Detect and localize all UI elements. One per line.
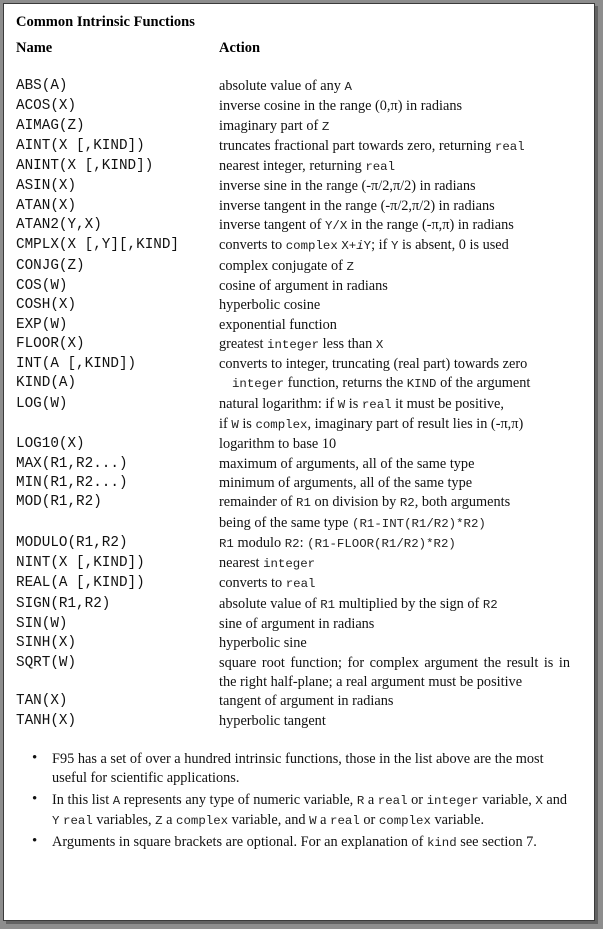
function-action-cell: hyperbolic tangent [219, 712, 326, 729]
table-row [16, 355, 582, 374]
function-name-cell: SINH(X) [16, 635, 77, 652]
table-row [16, 117, 582, 137]
table-header-row [16, 39, 582, 60]
function-name-cell: LOG10(X) [16, 436, 85, 453]
table-row [16, 634, 582, 653]
list-item [16, 833, 568, 853]
function-name-cell: ACOS(X) [16, 98, 77, 115]
table-row [16, 296, 582, 315]
function-name-cell: FLOOR(X) [16, 335, 85, 352]
function-action-cell: remainder of R1 on division by R2, both arguments being of the same type (R1-INT(R1/R2)*R2) [219, 494, 511, 531]
function-name-cell: ATAN(X) [16, 197, 77, 214]
function-name-cell: MAX(R1,R2...) [16, 455, 128, 472]
function-action-cell: integer function, returns the KIND of the argument [232, 375, 531, 392]
function-action-cell: inverse tangent in the range (-π/2,π/2) in radians [219, 197, 495, 214]
function-name-cell: MOD(R1,R2) [16, 494, 102, 511]
list-item [16, 750, 568, 789]
page-title: Common Intrinsic Functions [16, 14, 195, 30]
function-name-cell: LOG(W) [16, 395, 68, 412]
intrinsic-functions-table [16, 39, 582, 731]
table-row [16, 257, 582, 277]
function-name-cell: COS(W) [16, 277, 68, 294]
function-name-cell: SQRT(W) [16, 654, 77, 671]
function-action-cell: truncates fractional part towards zero, returning real [219, 137, 525, 154]
bullet-icon: • [32, 749, 38, 766]
function-action-cell: nearest integer, returning real [219, 158, 396, 175]
function-action-cell: tangent of argument in radians [219, 693, 394, 710]
table-row [16, 554, 582, 574]
function-action-cell: converts to integer, truncating (real part) towards zero [219, 356, 528, 373]
function-action-cell: absolute value of R1 multiplied by the sign of R2 [219, 595, 498, 612]
table-row [16, 455, 582, 474]
function-action-cell: square root function; for complex argument the result is in the right half-plane; a real argument must be positive [219, 654, 570, 690]
function-action-cell: maximum of arguments, all of the same type [219, 455, 475, 472]
function-name-cell: COSH(X) [16, 297, 77, 314]
table-row [16, 374, 582, 394]
table-row [16, 435, 582, 454]
function-name-cell: SIGN(R1,R2) [16, 595, 111, 612]
function-name-cell: SIN(W) [16, 616, 68, 633]
table-row [16, 316, 582, 335]
table-row [16, 654, 582, 693]
list-item-text: F95 has a set of over a hundred intrinsic functions, those in the list above are the most useful for scientific applications. [52, 750, 544, 787]
function-action-cell: logarithm to base 10 [219, 436, 337, 453]
table-row [16, 474, 582, 493]
function-action-cell: nearest integer [219, 555, 316, 572]
function-name-cell: REAL(A [,KIND]) [16, 575, 145, 592]
function-name-cell: KIND(A) [16, 375, 77, 392]
function-action-cell: R1 modulo R2: (R1-FLOOR(R1/R2)*R2) [219, 534, 456, 551]
function-action-cell: absolute value of any A [219, 78, 352, 94]
function-name-cell: ATAN2(Y,X) [16, 217, 102, 234]
column-header-name: Name [16, 40, 53, 56]
table-row [16, 77, 582, 97]
function-name-cell: ABS(A) [16, 78, 68, 94]
column-header-action: Action [219, 40, 261, 56]
notes-list [16, 750, 582, 854]
list-item-text: In this list A represents any type of numeric variable, R a real or integer variable, X and Y real variables, Z a complex variable, and W a real or complex variable. [52, 791, 568, 829]
table-row [16, 712, 582, 731]
function-name-cell: TANH(X) [16, 712, 77, 729]
function-name-cell: CONJG(Z) [16, 257, 85, 274]
table-row [16, 197, 582, 216]
table-row [16, 493, 582, 534]
table-row [16, 534, 582, 554]
table-row [16, 157, 582, 177]
function-name-cell: ANINT(X [,KIND]) [16, 158, 154, 175]
function-action-cell: converts to real [219, 575, 316, 592]
table-row [16, 395, 582, 436]
function-name-cell: AINT(X [,KIND]) [16, 137, 145, 154]
table-row [16, 236, 582, 256]
function-action-cell: hyperbolic cosine [219, 297, 321, 314]
function-action-cell: converts to complex X+iY; if Y is absent, 0 is used [219, 237, 509, 254]
function-action-cell: inverse tangent of Y/X in the range (-π,π) in radians [219, 217, 514, 234]
table-row [16, 216, 582, 236]
function-action-cell: hyperbolic sine [219, 635, 307, 652]
function-name-cell: MODULO(R1,R2) [16, 534, 128, 551]
table-row [16, 97, 582, 116]
function-name-cell: AIMAG(Z) [16, 117, 85, 134]
function-name-cell: CMPLX(X [,Y][,KIND] [16, 237, 180, 254]
table-row [16, 277, 582, 296]
function-action-cell: exponential function [219, 316, 337, 333]
function-name-cell: INT(A [,KIND]) [16, 356, 137, 373]
function-action-cell: greatest integer less than X [219, 335, 384, 352]
bullet-icon: • [32, 790, 38, 807]
function-name-cell: EXP(W) [16, 316, 68, 333]
table-row [16, 137, 582, 157]
function-name-cell: NINT(X [,KIND]) [16, 555, 145, 572]
function-action-cell: cosine of argument in radians [219, 277, 388, 294]
list-item-text: Arguments in square brackets are optional. For an explanation of kind see section 7. [52, 834, 537, 851]
function-action-cell: inverse cosine in the range (0,π) in radians [219, 98, 463, 115]
table-row [16, 177, 582, 196]
function-action-cell: imaginary part of Z [219, 117, 330, 134]
table-row [16, 692, 582, 711]
function-action-cell: inverse sine in the range (-π/2,π/2) in radians [219, 178, 476, 195]
function-name-cell: TAN(X) [16, 693, 68, 710]
table-body [16, 60, 582, 731]
function-action-cell: minimum of arguments, all of the same type [219, 474, 473, 491]
table-row [16, 595, 582, 615]
header-spacer-row [16, 60, 582, 77]
function-action-cell: sine of argument in radians [219, 616, 375, 633]
function-action-cell: complex conjugate of Z [219, 257, 354, 274]
function-action-cell: natural logarithm: if W is real it must be positive, if W is complex, imaginary part of result lies in (-π,π) [219, 395, 524, 433]
table-row [16, 615, 582, 634]
function-name-cell: MIN(R1,R2...) [16, 474, 128, 491]
bullet-icon: • [32, 833, 38, 850]
list-item [16, 791, 568, 832]
table-row [16, 335, 582, 355]
table-row [16, 574, 582, 594]
function-name-cell: ASIN(X) [16, 178, 77, 195]
document-page [3, 3, 595, 921]
document-body [4, 4, 594, 854]
